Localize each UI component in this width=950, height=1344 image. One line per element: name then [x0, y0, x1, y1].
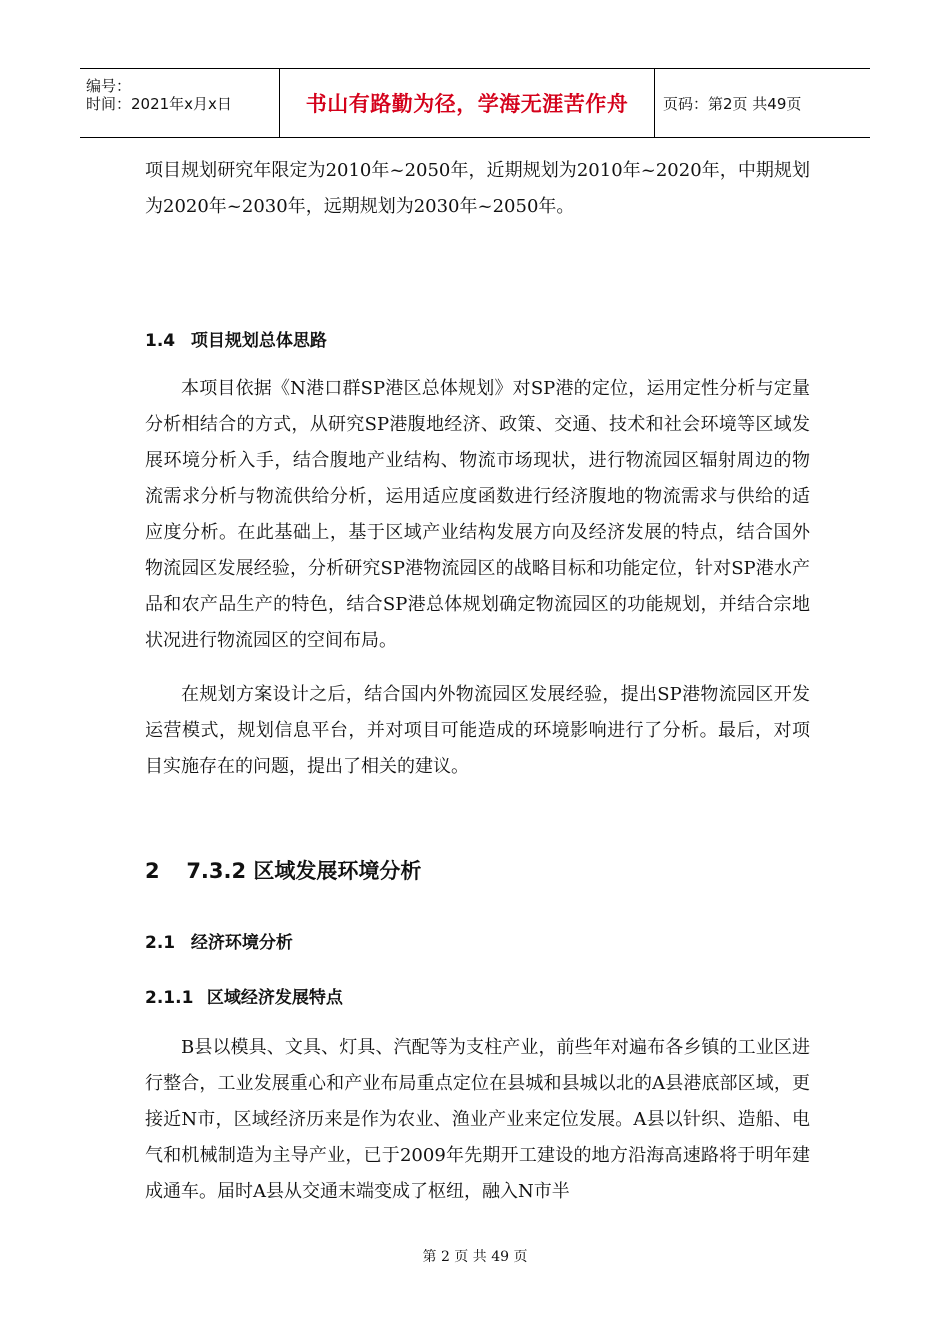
section-title: 经济环境分析 — [190, 933, 293, 953]
doc-number-label: 编号： — [86, 77, 132, 95]
motto-text: 书山有路勤为径，学海无涯苦作舟 — [305, 92, 629, 116]
date-label: 时间：2021年x月x日 — [86, 95, 232, 113]
section-heading-2-1 — [145, 928, 293, 953]
section-number: 2.1.1 — [145, 988, 194, 1008]
paragraph-plan-design: 在规划方案设计之后，结合国内外物流园区发展经验，提出SP港物流园区开发运营模式，规划信息平台，并对项目可能造成的环境影响进行了分析。最后，对项目实施存在的问题，提出了相关的建议。 — [145, 684, 810, 777]
page-footer: 第 2 页 共 49 页 — [422, 1249, 528, 1265]
section-heading-1-4 — [145, 326, 327, 351]
section-title: 7.3.2 区域发展环境分析 — [186, 859, 422, 883]
section-number: 2 — [145, 859, 160, 883]
section-number: 2.1 — [145, 933, 176, 953]
section-heading-2-1-1 — [145, 983, 343, 1008]
section-heading-2 — [145, 855, 421, 885]
page-info: 页码：第2页 共49页 — [663, 94, 802, 113]
paragraph-overall-approach: 本项目依据《N港口群SP港区总体规划》对SP港的定位，运用定性分析与定量分析相结合的方式，从研究SP港腹地经济、政策、交通、技术和社会环境等区域发展环境分析入手，结合腹地产业结构、物流市场现状，进行物流园区辐射周边的物流需求分析与物流供给分析，运用适应度函数进行经济腹地的物流需求与供给的适应度分析。在此基础上，基于区域产业结构发展方向及经济发展的特点，结合国外物流园区发展经验，分析研究SP港物流园区的战略目标和功能定位，针对SP港水产品和农产品生产的特色，结合SP港总体规划确定物流园区的功能规划，并结合宗地状况进行物流园区的空间布局。 — [145, 378, 810, 651]
paragraph-planning-period: 项目规划研究年限定为2010年~2050年，近期规划为2010年~2020年，中期规划为2020年~2030年，远期规划为2030年~2050年。 — [145, 160, 810, 217]
section-title: 区域经济发展特点 — [206, 988, 343, 1008]
header-page-info-cell — [655, 69, 870, 137]
section-title: 项目规划总体思路 — [190, 331, 327, 351]
header-left-cell — [80, 69, 280, 137]
section-number: 1.4 — [145, 331, 176, 351]
paragraph-regional-economy: B县以模具、文具、灯具、汽配等为支柱产业，前些年对遍布各乡镇的工业区进行整合，工业发展重心和产业布局重点定位在县城和县城以北的A县港底部区域，更接近N市，区域经济历来是作为农业、渔业产业来定位发展。A县以针织、造船、电气和机械制造为主导产业，已于2009年先期开工建设的地方沿海高速路将于明年建成通车。届时A县从交通末端变成了枢纽，融入N市半 — [145, 1037, 810, 1202]
header-motto-cell — [280, 69, 655, 137]
page-header — [80, 68, 870, 138]
